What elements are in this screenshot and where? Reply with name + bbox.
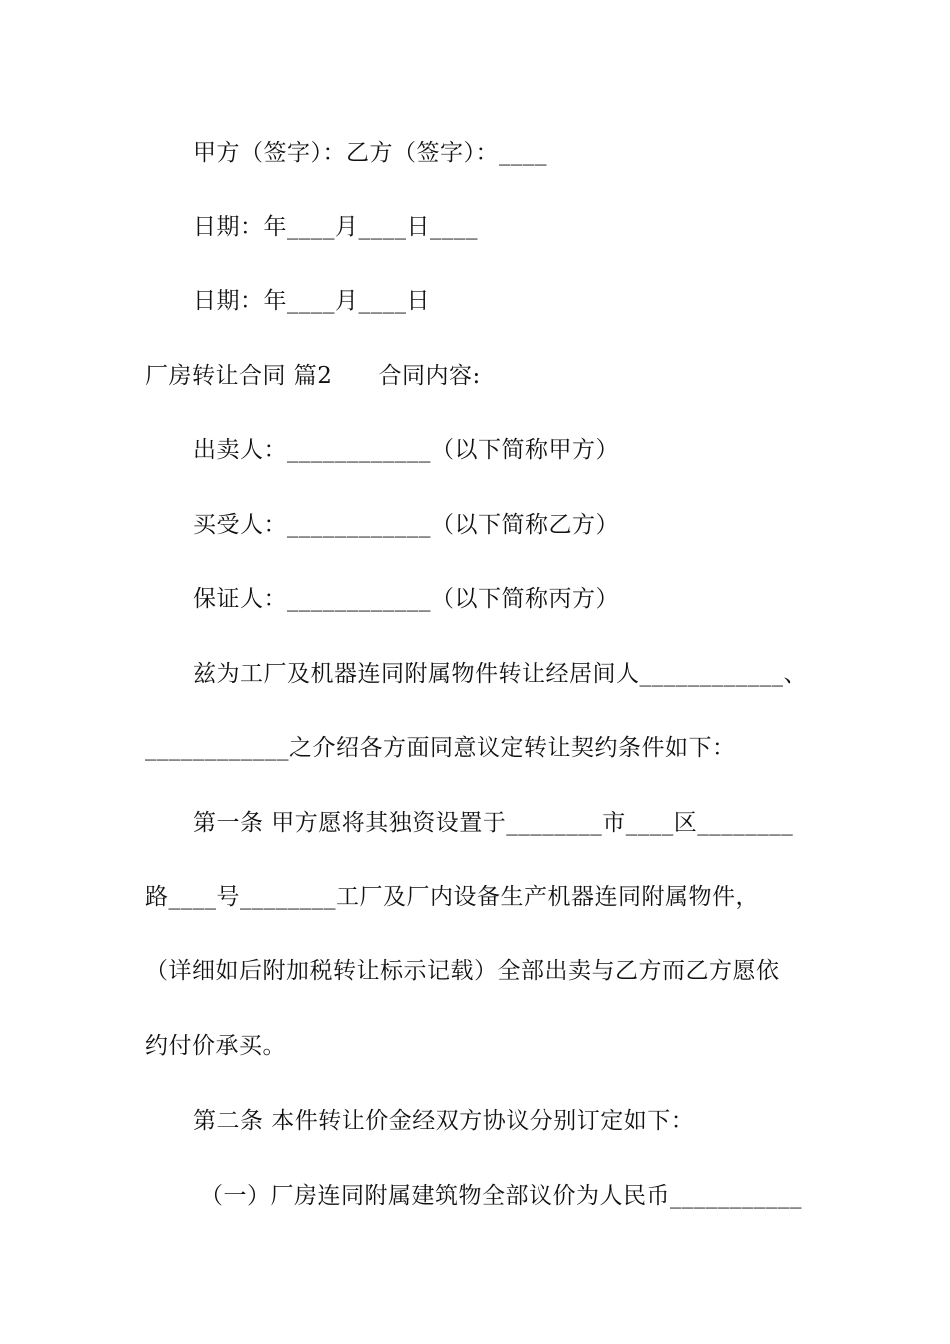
article-1-line: 第一条 甲方愿将其独资设置于________市____区________	[193, 810, 794, 836]
article-2-line: 第二条 本件转让价金经双方协议分别订定如下：	[193, 1108, 695, 1134]
buyer-line: 买受人：____________（以下简称乙方）	[193, 512, 619, 538]
paragraph-line: ____________之介绍各方面同意议定转让契约条件如下：	[145, 735, 736, 761]
contract-content-label: 合同内容:	[378, 363, 481, 389]
section-title: 厂房转让合同 篇2	[145, 363, 333, 389]
paragraph-line: 约付价承买。	[145, 1033, 286, 1059]
date-line-1: 日期：年____月____日____	[193, 214, 478, 240]
paragraph-line: 路____号________工厂及厂内设备生产机器连同附属物件，	[145, 884, 759, 910]
guarantor-line: 保证人：____________（以下简称丙方）	[193, 586, 619, 612]
paragraph-line: （详细如后附加税转让标示记载）全部出卖与乙方而乙方愿依	[145, 958, 780, 984]
section-heading	[145, 361, 481, 391]
seller-line: 出卖人：____________（以下简称甲方）	[193, 437, 619, 463]
date-line-2: 日期：年____月____日	[193, 288, 430, 314]
price-item-line: （一）厂房连同附属建筑物全部议价为人民币___________	[200, 1183, 802, 1209]
signature-line: 甲方（签字）：乙方（签字）：____	[193, 140, 547, 166]
paragraph-line: 兹为工厂及机器连同附属物件转让经居间人____________、	[193, 661, 807, 687]
